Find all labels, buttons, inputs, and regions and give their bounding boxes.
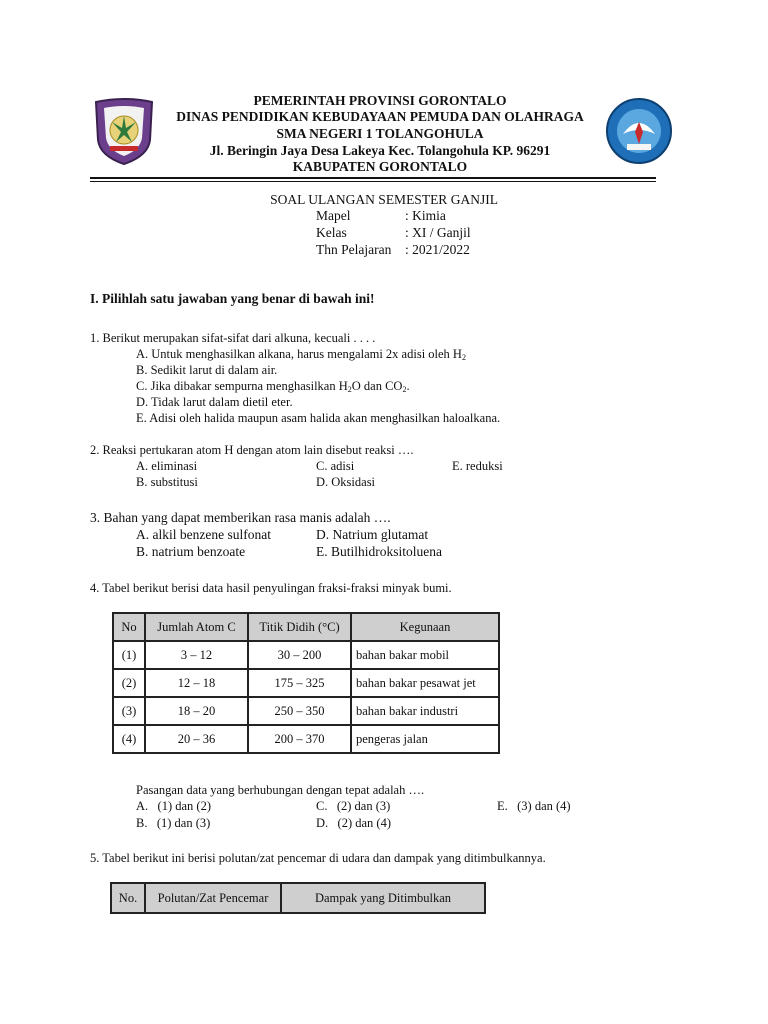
header-divider (90, 177, 656, 179)
question-4-option-e: E. (3) dan (4) (497, 799, 571, 813)
header-divider-thin (90, 181, 656, 182)
table-cell: (1) (113, 641, 145, 669)
question-5: 5. Tabel berikut ini berisi polutan/zat pencemar di udara dan dampak yang ditimbulkannya. (90, 851, 546, 865)
header-line-agency: DINAS PENDIDIKAN KEBUDAYAAN PEMUDA DAN OLAHRAGA (176, 109, 584, 124)
table-header-cell: No (113, 613, 145, 641)
exam-info-kelas-label: Kelas (316, 225, 347, 240)
question-4-option-d: D. (2) dan (4) (316, 816, 391, 830)
question-4: 4. Tabel berikut berisi data hasil penyulingan fraksi-fraksi minyak bumi. (90, 581, 452, 595)
table-cell: 30 – 200 (248, 641, 351, 669)
question-1-option-d: D. Tidak larut dalam dietil eter. (136, 395, 293, 409)
question-2-option-b: B. substitusi (136, 475, 198, 489)
table-cell: 18 – 20 (145, 697, 248, 725)
table-row (113, 725, 499, 753)
question-2-option-c: C. adisi (316, 459, 355, 473)
question-4-option-b: B. (1) dan (3) (136, 816, 211, 830)
question-3: 3. Bahan yang dapat memberikan rasa manis adalah …. (90, 510, 391, 525)
question-3-option-d: D. Natrium glutamat (316, 527, 429, 542)
question-2-option-e: E. reduksi (452, 459, 503, 473)
table-cell: (4) (113, 725, 145, 753)
table-cell: 175 – 325 (248, 669, 351, 697)
exam-title: SOAL ULANGAN SEMESTER GANJIL (270, 192, 498, 207)
table-row (113, 697, 499, 725)
question-2-option-d: D. Oksidasi (316, 475, 376, 489)
exam-info-kelas-value: : XI / Ganjil (405, 225, 471, 240)
table-cell: pengeras jalan (351, 725, 499, 753)
option-text: O dan CO (351, 379, 403, 393)
exam-info-year-label: Thn Pelajaran (316, 242, 392, 257)
question-4-prompt: Pasangan data yang berhubungan dengan tepat adalah …. (136, 783, 425, 797)
header-line-regency: KABUPATEN GORONTALO (292, 159, 468, 174)
question-1: 1. Berikut merupakan sifat-sifat dari alkuna, kecuali . . . . (90, 331, 376, 345)
table-header-row (113, 613, 499, 641)
question-2-option-a: A. eliminasi (136, 459, 198, 473)
table-row (113, 669, 499, 697)
table-cell: bahan bakar mobil (351, 641, 499, 669)
table-header-cell: No. (111, 883, 145, 913)
question-1-option-c (136, 378, 410, 394)
question-3-option-e: E. Butilhidroksitoluena (316, 544, 442, 559)
table-header-cell: Polutan/Zat Pencemar (145, 883, 281, 913)
table-header-cell: Dampak yang Ditimbulkan (281, 883, 485, 913)
table-row (113, 641, 499, 669)
option-text: A. Untuk menghasilkan alkana, harus mengalami 2x adisi oleh H (136, 347, 462, 361)
header-line-address: Jl. Beringin Jaya Desa Lakeya Kec. Tolangohula KP. 96291 (209, 143, 551, 158)
question-1-option-b: B. Sedikit larut di dalam air. (136, 363, 278, 377)
table-cell: 3 – 12 (145, 641, 248, 669)
table-cell: 12 – 18 (145, 669, 248, 697)
header-line-school: SMA NEGERI 1 TOLANGOHULA (276, 126, 484, 141)
table-cell: (2) (113, 669, 145, 697)
section-title: I. Pilihlah satu jawaban yang benar di bawah ini! (90, 291, 375, 306)
subscript: 2 (347, 385, 352, 394)
table-cell: 20 – 36 (145, 725, 248, 753)
tut-wuri-handayani-icon (605, 96, 673, 166)
provincial-crest-icon (92, 96, 156, 166)
exam-info-mapel-label: Mapel (316, 208, 351, 223)
table-cell: bahan bakar industri (351, 697, 499, 725)
table-header-cell: Titik Didih (°C) (248, 613, 351, 641)
question-1-option-e: E. Adisi oleh halida maupun asam halida akan menghasilkan haloalkana. (136, 411, 501, 425)
option-text: C. Jika dibakar sempurna menghasilkan H (136, 379, 348, 393)
question-4-option-c: C. (2) dan (3) (316, 799, 391, 813)
pollutant-table (110, 882, 486, 914)
table-cell: (3) (113, 697, 145, 725)
subscript: 2 (461, 353, 466, 362)
right-logo (605, 96, 673, 166)
table-header-cell: Jumlah Atom C (145, 613, 248, 641)
left-logo (92, 96, 156, 166)
exam-info-year-value: : 2021/2022 (405, 242, 470, 257)
question-2: 2. Reaksi pertukaran atom H dengan atom lain disebut reaksi …. (90, 443, 414, 457)
table-cell: 250 – 350 (248, 697, 351, 725)
question-3-option-a: A. alkil benzene sulfonat (136, 527, 271, 542)
table-cell: 200 – 370 (248, 725, 351, 753)
distillation-table (112, 612, 500, 754)
exam-info-mapel-value: : Kimia (405, 208, 446, 223)
subscript: 2 (402, 385, 407, 394)
table-header-cell: Kegunaan (351, 613, 499, 641)
question-1-option-a (136, 346, 466, 362)
question-4-option-a: A. (1) dan (2) (136, 799, 211, 813)
option-text: . (406, 379, 410, 393)
table-header-row (111, 883, 485, 913)
header-line-province: PEMERINTAH PROVINSI GORONTALO (253, 93, 507, 108)
table-cell: bahan bakar pesawat jet (351, 669, 499, 697)
question-3-option-b: B. natrium benzoate (136, 544, 246, 559)
